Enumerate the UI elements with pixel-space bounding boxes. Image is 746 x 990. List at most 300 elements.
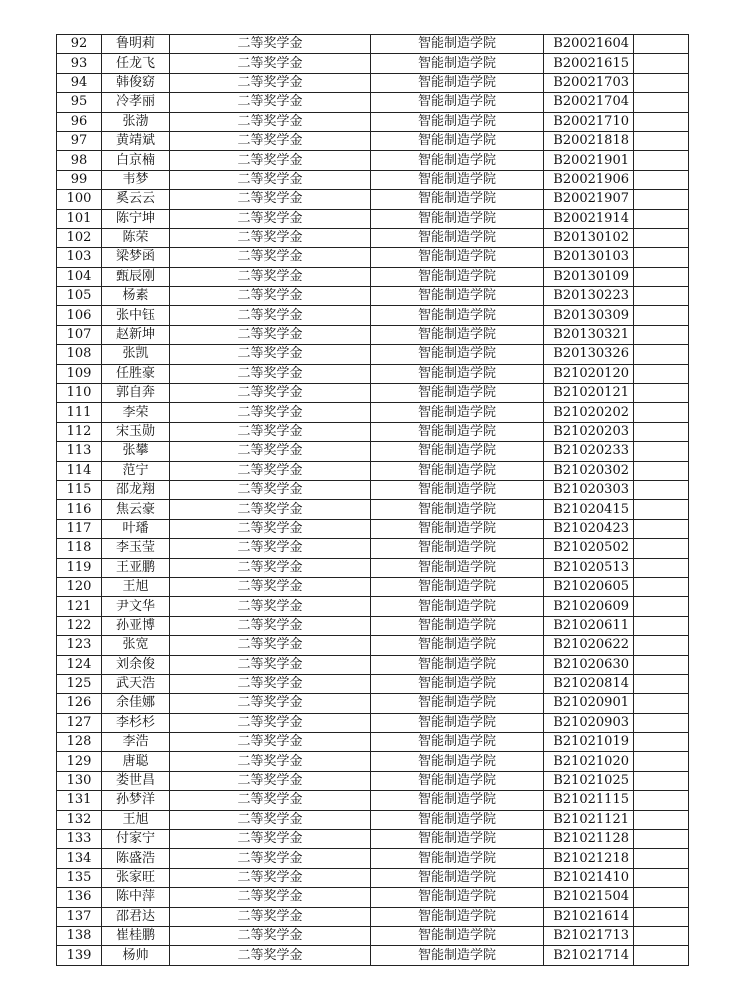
table-row — [57, 868, 689, 887]
row-number-cell: 103 — [57, 248, 102, 267]
table-row — [57, 35, 689, 54]
student-id-cell: B21021614 — [544, 907, 634, 926]
college-cell: 智能制造学院 — [371, 597, 544, 616]
award-type-cell: 二等奖学金 — [170, 93, 371, 112]
empty-remark-cell — [634, 93, 689, 112]
award-type-cell: 二等奖学金 — [170, 636, 371, 655]
student-id-cell: B21021121 — [544, 810, 634, 829]
college-cell: 智能制造学院 — [371, 442, 544, 461]
empty-remark-cell — [634, 888, 689, 907]
table-row — [57, 655, 689, 674]
student-name-cell: 王旭 — [102, 577, 170, 596]
table-row — [57, 403, 689, 422]
table-row — [57, 500, 689, 519]
empty-remark-cell — [634, 364, 689, 383]
student-id-cell: B21020415 — [544, 500, 634, 519]
award-type-cell: 二等奖学金 — [170, 345, 371, 364]
student-name-cell: 张宽 — [102, 636, 170, 655]
student-id-cell: B21020814 — [544, 674, 634, 693]
table-row — [57, 93, 689, 112]
table-row — [57, 907, 689, 926]
award-type-cell: 二等奖学金 — [170, 112, 371, 131]
row-number-cell: 139 — [57, 946, 102, 965]
row-number-cell: 113 — [57, 442, 102, 461]
college-cell: 智能制造学院 — [371, 93, 544, 112]
student-id-cell: B20021615 — [544, 54, 634, 73]
student-id-cell: B21020121 — [544, 384, 634, 403]
table-row — [57, 287, 689, 306]
row-number-cell: 105 — [57, 287, 102, 306]
student-name-cell: 黄靖斌 — [102, 131, 170, 150]
table-row — [57, 558, 689, 577]
college-cell: 智能制造学院 — [371, 868, 544, 887]
student-id-cell: B21020233 — [544, 442, 634, 461]
college-cell: 智能制造学院 — [371, 539, 544, 558]
row-number-cell: 97 — [57, 131, 102, 150]
award-type-cell: 二等奖学金 — [170, 655, 371, 674]
empty-remark-cell — [634, 539, 689, 558]
row-number-cell: 95 — [57, 93, 102, 112]
award-type-cell: 二等奖学金 — [170, 35, 371, 54]
student-name-cell: 陈中萍 — [102, 888, 170, 907]
table-row — [57, 946, 689, 965]
award-type-cell: 二等奖学金 — [170, 287, 371, 306]
student-name-cell: 杨素 — [102, 287, 170, 306]
student-id-cell: B20021710 — [544, 112, 634, 131]
award-type-cell: 二等奖学金 — [170, 888, 371, 907]
table-row — [57, 306, 689, 325]
student-name-cell: 张攀 — [102, 442, 170, 461]
empty-remark-cell — [634, 558, 689, 577]
table-row — [57, 597, 689, 616]
college-cell: 智能制造学院 — [371, 946, 544, 965]
student-name-cell: 范宁 — [102, 461, 170, 480]
student-id-cell: B20130103 — [544, 248, 634, 267]
award-type-cell: 二等奖学金 — [170, 791, 371, 810]
empty-remark-cell — [634, 616, 689, 635]
row-number-cell: 134 — [57, 849, 102, 868]
row-number-cell: 124 — [57, 655, 102, 674]
table-row — [57, 228, 689, 247]
student-name-cell: 任胜豪 — [102, 364, 170, 383]
row-number-cell: 129 — [57, 752, 102, 771]
row-number-cell: 99 — [57, 170, 102, 189]
empty-remark-cell — [634, 577, 689, 596]
college-cell: 智能制造学院 — [371, 73, 544, 92]
student-id-cell: B20130326 — [544, 345, 634, 364]
student-name-cell: 余佳娜 — [102, 694, 170, 713]
empty-remark-cell — [634, 694, 689, 713]
table-row — [57, 267, 689, 286]
row-number-cell: 111 — [57, 403, 102, 422]
award-type-cell: 二等奖学金 — [170, 946, 371, 965]
college-cell: 智能制造学院 — [371, 888, 544, 907]
student-id-cell: B21021714 — [544, 946, 634, 965]
college-cell: 智能制造学院 — [371, 54, 544, 73]
row-number-cell: 135 — [57, 868, 102, 887]
table-row — [57, 190, 689, 209]
student-id-cell: B20021901 — [544, 151, 634, 170]
award-type-cell: 二等奖学金 — [170, 558, 371, 577]
award-type-cell: 二等奖学金 — [170, 228, 371, 247]
student-name-cell: 付家宁 — [102, 830, 170, 849]
college-cell: 智能制造学院 — [371, 480, 544, 499]
empty-remark-cell — [634, 35, 689, 54]
empty-remark-cell — [634, 771, 689, 790]
student-name-cell: 李杉杉 — [102, 713, 170, 732]
row-number-cell: 109 — [57, 364, 102, 383]
award-type-cell: 二等奖学金 — [170, 868, 371, 887]
student-name-cell: 任龙飞 — [102, 54, 170, 73]
college-cell: 智能制造学院 — [371, 733, 544, 752]
row-number-cell: 92 — [57, 35, 102, 54]
student-name-cell: 尹文华 — [102, 597, 170, 616]
table-row — [57, 151, 689, 170]
award-type-cell: 二等奖学金 — [170, 907, 371, 926]
award-type-cell: 二等奖学金 — [170, 771, 371, 790]
table-row — [57, 345, 689, 364]
student-id-cell: B21021019 — [544, 733, 634, 752]
empty-remark-cell — [634, 500, 689, 519]
table-row — [57, 248, 689, 267]
student-name-cell: 杨帅 — [102, 946, 170, 965]
student-id-cell: B21021218 — [544, 849, 634, 868]
college-cell: 智能制造学院 — [371, 384, 544, 403]
table-row — [57, 131, 689, 150]
empty-remark-cell — [634, 655, 689, 674]
student-id-cell: B20021704 — [544, 93, 634, 112]
award-type-cell: 二等奖学金 — [170, 403, 371, 422]
college-cell: 智能制造学院 — [371, 461, 544, 480]
empty-remark-cell — [634, 190, 689, 209]
college-cell: 智能制造学院 — [371, 713, 544, 732]
college-cell: 智能制造学院 — [371, 345, 544, 364]
award-type-cell: 二等奖学金 — [170, 248, 371, 267]
award-type-cell: 二等奖学金 — [170, 810, 371, 829]
empty-remark-cell — [634, 131, 689, 150]
student-id-cell: B21020903 — [544, 713, 634, 732]
table-row — [57, 422, 689, 441]
college-cell: 智能制造学院 — [371, 112, 544, 131]
student-id-cell: B21020120 — [544, 364, 634, 383]
table-row — [57, 442, 689, 461]
student-name-cell: 孙梦洋 — [102, 791, 170, 810]
student-name-cell: 张凯 — [102, 345, 170, 364]
empty-remark-cell — [634, 151, 689, 170]
student-id-cell: B21021020 — [544, 752, 634, 771]
row-number-cell: 127 — [57, 713, 102, 732]
college-cell: 智能制造学院 — [371, 655, 544, 674]
row-number-cell: 118 — [57, 539, 102, 558]
college-cell: 智能制造学院 — [371, 35, 544, 54]
college-cell: 智能制造学院 — [371, 810, 544, 829]
student-name-cell: 甄辰刚 — [102, 267, 170, 286]
student-name-cell: 张家旺 — [102, 868, 170, 887]
empty-remark-cell — [634, 636, 689, 655]
table-row — [57, 810, 689, 829]
row-number-cell: 107 — [57, 325, 102, 344]
table-row — [57, 674, 689, 693]
student-name-cell: 鲁明莉 — [102, 35, 170, 54]
student-name-cell: 焦云豪 — [102, 500, 170, 519]
student-name-cell: 武天浩 — [102, 674, 170, 693]
table-row — [57, 325, 689, 344]
table-row — [57, 577, 689, 596]
table-row — [57, 461, 689, 480]
table-row — [57, 733, 689, 752]
table-row — [57, 73, 689, 92]
scholarship-table — [56, 34, 689, 966]
table-row — [57, 752, 689, 771]
college-cell: 智能制造学院 — [371, 577, 544, 596]
student-name-cell: 冷孝丽 — [102, 93, 170, 112]
row-number-cell: 121 — [57, 597, 102, 616]
award-type-cell: 二等奖学金 — [170, 830, 371, 849]
student-id-cell: B21021410 — [544, 868, 634, 887]
student-id-cell: B21020901 — [544, 694, 634, 713]
student-name-cell: 白京楠 — [102, 151, 170, 170]
student-name-cell: 王亚鹏 — [102, 558, 170, 577]
award-type-cell: 二等奖学金 — [170, 151, 371, 170]
award-type-cell: 二等奖学金 — [170, 519, 371, 538]
row-number-cell: 126 — [57, 694, 102, 713]
student-name-cell: 李荣 — [102, 403, 170, 422]
table-row — [57, 636, 689, 655]
award-type-cell: 二等奖学金 — [170, 170, 371, 189]
empty-remark-cell — [634, 907, 689, 926]
row-number-cell: 98 — [57, 151, 102, 170]
table-row — [57, 170, 689, 189]
college-cell: 智能制造学院 — [371, 209, 544, 228]
row-number-cell: 112 — [57, 422, 102, 441]
college-cell: 智能制造学院 — [371, 131, 544, 150]
college-cell: 智能制造学院 — [371, 500, 544, 519]
row-number-cell: 104 — [57, 267, 102, 286]
student-name-cell: 陈盛浩 — [102, 849, 170, 868]
award-type-cell: 二等奖学金 — [170, 325, 371, 344]
student-id-cell: B21021115 — [544, 791, 634, 810]
college-cell: 智能制造学院 — [371, 364, 544, 383]
empty-remark-cell — [634, 674, 689, 693]
student-id-cell: B21020303 — [544, 480, 634, 499]
student-name-cell: 韩俊窈 — [102, 73, 170, 92]
table-row — [57, 539, 689, 558]
row-number-cell: 106 — [57, 306, 102, 325]
empty-remark-cell — [634, 461, 689, 480]
student-id-cell: B20021906 — [544, 170, 634, 189]
table-row — [57, 364, 689, 383]
college-cell: 智能制造学院 — [371, 558, 544, 577]
student-name-cell: 张中钰 — [102, 306, 170, 325]
student-id-cell: B21020622 — [544, 636, 634, 655]
award-type-cell: 二等奖学金 — [170, 54, 371, 73]
college-cell: 智能制造学院 — [371, 248, 544, 267]
empty-remark-cell — [634, 752, 689, 771]
row-number-cell: 116 — [57, 500, 102, 519]
student-id-cell: B20021907 — [544, 190, 634, 209]
student-id-cell: B21020513 — [544, 558, 634, 577]
student-name-cell: 叶璠 — [102, 519, 170, 538]
row-number-cell: 136 — [57, 888, 102, 907]
table-row — [57, 926, 689, 945]
college-cell: 智能制造学院 — [371, 170, 544, 189]
student-id-cell: B21020423 — [544, 519, 634, 538]
empty-remark-cell — [634, 791, 689, 810]
empty-remark-cell — [634, 946, 689, 965]
student-id-cell: B21020302 — [544, 461, 634, 480]
empty-remark-cell — [634, 384, 689, 403]
award-type-cell: 二等奖学金 — [170, 384, 371, 403]
empty-remark-cell — [634, 403, 689, 422]
student-name-cell: 李浩 — [102, 733, 170, 752]
award-type-cell: 二等奖学金 — [170, 752, 371, 771]
student-id-cell: B21021128 — [544, 830, 634, 849]
row-number-cell: 117 — [57, 519, 102, 538]
table-row — [57, 209, 689, 228]
college-cell: 智能制造学院 — [371, 907, 544, 926]
table-row — [57, 519, 689, 538]
empty-remark-cell — [634, 597, 689, 616]
student-id-cell: B20130109 — [544, 267, 634, 286]
student-name-cell: 梁梦函 — [102, 248, 170, 267]
table-row — [57, 791, 689, 810]
row-number-cell: 131 — [57, 791, 102, 810]
student-name-cell: 刘余俊 — [102, 655, 170, 674]
row-number-cell: 120 — [57, 577, 102, 596]
empty-remark-cell — [634, 228, 689, 247]
empty-remark-cell — [634, 733, 689, 752]
empty-remark-cell — [634, 73, 689, 92]
award-type-cell: 二等奖学金 — [170, 597, 371, 616]
college-cell: 智能制造学院 — [371, 190, 544, 209]
student-id-cell: B20130102 — [544, 228, 634, 247]
student-name-cell: 孙亚博 — [102, 616, 170, 635]
row-number-cell: 114 — [57, 461, 102, 480]
award-type-cell: 二等奖学金 — [170, 674, 371, 693]
empty-remark-cell — [634, 112, 689, 131]
empty-remark-cell — [634, 480, 689, 499]
row-number-cell: 137 — [57, 907, 102, 926]
award-type-cell: 二等奖学金 — [170, 131, 371, 150]
student-id-cell: B21020611 — [544, 616, 634, 635]
college-cell: 智能制造学院 — [371, 151, 544, 170]
college-cell: 智能制造学院 — [371, 325, 544, 344]
row-number-cell: 119 — [57, 558, 102, 577]
college-cell: 智能制造学院 — [371, 636, 544, 655]
table-row — [57, 384, 689, 403]
row-number-cell: 100 — [57, 190, 102, 209]
row-number-cell: 130 — [57, 771, 102, 790]
row-number-cell: 96 — [57, 112, 102, 131]
student-id-cell: B21020609 — [544, 597, 634, 616]
empty-remark-cell — [634, 868, 689, 887]
row-number-cell: 110 — [57, 384, 102, 403]
row-number-cell: 101 — [57, 209, 102, 228]
student-name-cell: 郭自奔 — [102, 384, 170, 403]
student-id-cell: B20130321 — [544, 325, 634, 344]
award-type-cell: 二等奖学金 — [170, 442, 371, 461]
row-number-cell: 132 — [57, 810, 102, 829]
student-id-cell: B20021604 — [544, 35, 634, 54]
college-cell: 智能制造学院 — [371, 287, 544, 306]
table-row — [57, 112, 689, 131]
student-id-cell: B21020502 — [544, 539, 634, 558]
table-row — [57, 616, 689, 635]
student-name-cell: 邵龙翔 — [102, 480, 170, 499]
award-type-cell: 二等奖学金 — [170, 733, 371, 752]
college-cell: 智能制造学院 — [371, 228, 544, 247]
student-name-cell: 邵君达 — [102, 907, 170, 926]
row-number-cell: 128 — [57, 733, 102, 752]
college-cell: 智能制造学院 — [371, 519, 544, 538]
empty-remark-cell — [634, 345, 689, 364]
student-id-cell: B20130223 — [544, 287, 634, 306]
row-number-cell: 125 — [57, 674, 102, 693]
college-cell: 智能制造学院 — [371, 771, 544, 790]
table-row — [57, 713, 689, 732]
college-cell: 智能制造学院 — [371, 422, 544, 441]
empty-remark-cell — [634, 810, 689, 829]
award-type-cell: 二等奖学金 — [170, 500, 371, 519]
award-type-cell: 二等奖学金 — [170, 461, 371, 480]
college-cell: 智能制造学院 — [371, 849, 544, 868]
student-id-cell: B21020605 — [544, 577, 634, 596]
student-name-cell: 张渤 — [102, 112, 170, 131]
student-id-cell: B21021713 — [544, 926, 634, 945]
row-number-cell: 138 — [57, 926, 102, 945]
student-name-cell: 李玉莹 — [102, 539, 170, 558]
table-row — [57, 480, 689, 499]
award-type-cell: 二等奖学金 — [170, 364, 371, 383]
college-cell: 智能制造学院 — [371, 267, 544, 286]
row-number-cell: 122 — [57, 616, 102, 635]
college-cell: 智能制造学院 — [371, 616, 544, 635]
empty-remark-cell — [634, 713, 689, 732]
student-name-cell: 陈宁坤 — [102, 209, 170, 228]
empty-remark-cell — [634, 519, 689, 538]
award-type-cell: 二等奖学金 — [170, 422, 371, 441]
table-row — [57, 694, 689, 713]
empty-remark-cell — [634, 422, 689, 441]
table-row — [57, 849, 689, 868]
empty-remark-cell — [634, 306, 689, 325]
student-name-cell: 韦梦 — [102, 170, 170, 189]
student-name-cell: 宋玉勋 — [102, 422, 170, 441]
award-type-cell: 二等奖学金 — [170, 926, 371, 945]
student-name-cell: 王旭 — [102, 810, 170, 829]
student-name-cell: 娄世昌 — [102, 771, 170, 790]
row-number-cell: 94 — [57, 73, 102, 92]
empty-remark-cell — [634, 248, 689, 267]
empty-remark-cell — [634, 442, 689, 461]
student-id-cell: B20021914 — [544, 209, 634, 228]
student-id-cell: B21020203 — [544, 422, 634, 441]
empty-remark-cell — [634, 325, 689, 344]
empty-remark-cell — [634, 170, 689, 189]
table-row — [57, 830, 689, 849]
student-name-cell: 崔桂鹏 — [102, 926, 170, 945]
college-cell: 智能制造学院 — [371, 674, 544, 693]
award-type-cell: 二等奖学金 — [170, 480, 371, 499]
award-type-cell: 二等奖学金 — [170, 539, 371, 558]
award-type-cell: 二等奖学金 — [170, 694, 371, 713]
table-row — [57, 771, 689, 790]
empty-remark-cell — [634, 287, 689, 306]
row-number-cell: 133 — [57, 830, 102, 849]
table-row — [57, 888, 689, 907]
row-number-cell: 108 — [57, 345, 102, 364]
college-cell: 智能制造学院 — [371, 403, 544, 422]
